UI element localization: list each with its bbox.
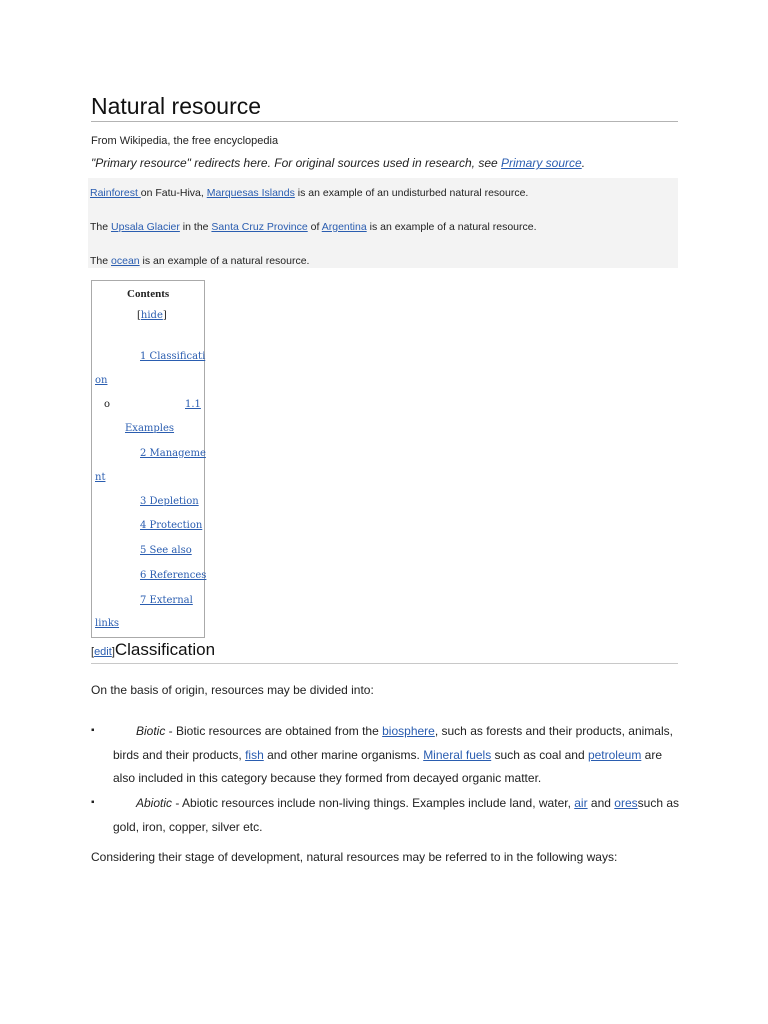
ocean-link[interactable]: ocean (111, 255, 140, 267)
toc-item-see-also[interactable]: 5 See also (140, 545, 192, 556)
biotic-term: Biotic (136, 724, 166, 738)
hatnote-end: . (581, 156, 586, 170)
toc-item-management[interactable]: 2 Manageme (140, 448, 206, 459)
abiotic-line-2: gold, iron, copper, silver etc. (113, 820, 263, 834)
biotic-line-3: also included in this category because they formed from decayed organic matter. (113, 771, 542, 785)
caption-rainforest (90, 186, 528, 200)
text: birds and their products, (113, 748, 246, 762)
upsala-glacier-link[interactable]: Upsala Glacier (111, 221, 180, 233)
text: such as coal and (491, 748, 588, 762)
caption-glacier (90, 220, 537, 234)
santa-cruz-province-link[interactable]: Santa Cruz Province (211, 221, 308, 233)
text: , such as forests and their products, animals, (434, 724, 673, 738)
toc-item-classification-wrap[interactable]: on (95, 375, 108, 386)
toc-item-classification[interactable]: 1 Classificati (140, 351, 206, 362)
text: are (641, 748, 663, 762)
biotic-line-1 (136, 723, 673, 739)
caption-text: is an example of a natural resource. (366, 221, 537, 233)
tagline: From Wikipedia, the free encyclopedia (91, 135, 279, 147)
table-of-contents (91, 280, 205, 638)
caption-text: of (307, 221, 322, 233)
section-edit[interactable] (91, 646, 115, 658)
toc-item-external-links-wrap[interactable]: links (95, 618, 120, 629)
toc-title: Contents (127, 288, 170, 300)
hatnote-text: "Primary resource" redirects here. For original sources used in research, see (91, 156, 502, 170)
toc-item-protection[interactable]: 4 Protection (140, 520, 203, 531)
caption-text: in the (179, 221, 212, 233)
hatnote (91, 155, 585, 171)
text: - Biotic resources are obtained from the (165, 724, 383, 738)
rainforest-link[interactable]: Rainforest (90, 187, 141, 199)
section-heading (91, 640, 678, 664)
abiotic-line-1 (136, 795, 679, 811)
caption-text: on Fatu-Hiva, (140, 187, 207, 199)
air-link[interactable]: air (574, 796, 588, 810)
section-edit-link[interactable]: edit (94, 646, 112, 658)
biosphere-link[interactable]: biosphere (382, 724, 435, 738)
mineral-fuels-link[interactable]: Mineral fuels (423, 748, 492, 762)
abiotic-term: Abiotic (136, 796, 173, 810)
toc-item-examples-wrap[interactable]: Examples (125, 423, 175, 434)
caption-text: is an example of an undisturbed natural resource. (294, 187, 529, 199)
image-gallery (88, 178, 678, 268)
bracket: ] (162, 310, 167, 321)
section-title: Classification (114, 640, 216, 659)
bracket: [ (91, 646, 95, 658)
bullet-marker: ▪ (91, 797, 95, 808)
text: and other marine organisms. (263, 748, 424, 762)
bracket: [ (137, 310, 141, 321)
toc-hide-link[interactable]: hide (140, 310, 163, 321)
text: such as (637, 796, 679, 810)
toc-item-management-wrap[interactable]: nt (95, 472, 106, 483)
marquesas-islands-link[interactable]: Marquesas Islands (206, 187, 295, 199)
argentina-link[interactable]: Argentina (321, 221, 367, 233)
biotic-line-2 (113, 747, 662, 763)
petroleum-link[interactable]: petroleum (587, 748, 642, 762)
bracket: ] (111, 646, 115, 658)
text: - Abiotic resources include non-living things. Examples include land, water, (172, 796, 575, 810)
toc-item-external-links[interactable]: 7 External (140, 595, 193, 606)
caption-ocean (90, 254, 309, 268)
bullet-marker: ▪ (91, 725, 95, 736)
toc-item-examples[interactable]: 1.1 (185, 399, 201, 410)
page-title: Natural resource (91, 92, 678, 122)
toc-item-references[interactable]: 6 References (140, 570, 207, 581)
caption-text: The (90, 255, 112, 267)
toc-hide-toggle[interactable] (137, 310, 167, 322)
caption-text: is an example of a natural resource. (139, 255, 310, 267)
caption-text: The (90, 221, 112, 233)
toc-item-depletion[interactable]: 3 Depletion (140, 496, 199, 507)
toc-bullet: o (104, 399, 111, 410)
fish-link[interactable]: fish (245, 748, 264, 762)
closing-paragraph: Considering their stage of development, natural resources may be referred to in the following ways: (91, 850, 618, 864)
primary-source-link[interactable]: Primary source (501, 156, 582, 170)
ores-link[interactable]: ores (614, 796, 638, 810)
text: and (587, 796, 615, 810)
intro-paragraph: On the basis of origin, resources may be divided into: (91, 683, 374, 697)
